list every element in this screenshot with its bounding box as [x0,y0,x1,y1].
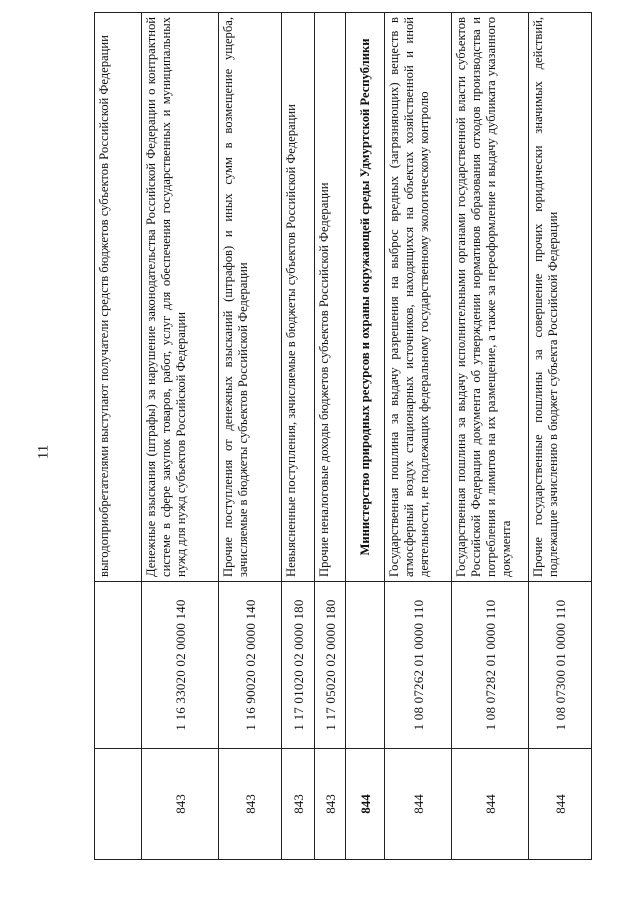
description-cell: Государственная пошлина за выдачу разрешения на выброс вредных (загрязняющих) веществ в атмосферный воздух стационарных источников, находящихся на объектах хозяйственной и иной деятельности, не подлежащих федеральному государственному экологическому контролю [385,13,452,582]
table-row [219,13,282,860]
table-row [385,13,452,860]
description-cell: Денежные взыскания (штрафы) за нарушение законодательства Российской Федерации о контрактной системе в сфере закупок товаров, работ, услуг для обеспечения государственных и муниципальных нужд для нужд субъектов Российской Федерации [142,13,219,582]
income-code-cell: 1 08 07262 01 0000 110 [385,582,452,749]
section-heading-row [346,13,385,860]
section-heading-cell: Министерство природных ресурсов и охраны окружающей среды Удмуртской Республики [346,13,385,582]
description-cell: выгодоприобретателями выступают получатели средств бюджетов субъектов Российской Федерации [95,13,142,582]
table-row [282,13,315,860]
income-codes-table [94,12,592,860]
description-cell: Прочие поступления от денежных взысканий (штрафов) и иных сумм в возмещение ущерба, зачисляемые в бюджеты субъектов Российской Федерации [219,13,282,582]
description-cell: Невыясненные поступления, зачисляемые в бюджеты субъектов Российской Федерации [282,13,315,582]
income-code-cell: 1 08 07300 01 0000 110 [529,582,592,749]
table-row [529,13,592,860]
rotated-table-container [94,17,594,860]
income-code-cell: 1 16 90020 02 0000 140 [219,582,282,749]
income-code-cell: 1 17 05020 02 0000 180 [315,582,346,749]
admin-code-cell: 844 [529,749,592,860]
income-code-cell: 1 17 01020 02 0000 180 [282,582,315,749]
admin-code-cell: 844 [385,749,452,860]
admin-code-cell [95,749,142,860]
table-row [95,13,142,860]
description-cell: Прочие государственные пошлины за совершение прочих юридически значимых действий, подлежащие зачислению в бюджет субъекта Российской Федерации [529,13,592,582]
admin-code-cell: 844 [346,749,385,860]
admin-code-cell: 844 [452,749,529,860]
income-code-cell: 1 08 07282 01 0000 110 [452,582,529,749]
income-code-cell [95,582,142,749]
admin-code-cell: 843 [142,749,219,860]
table-row [315,13,346,860]
description-cell: Прочие неналоговые доходы бюджетов субъектов Российской Федерации [315,13,346,582]
income-code-cell: 1 16 33020 02 0000 140 [142,582,219,749]
admin-code-cell: 843 [315,749,346,860]
admin-code-cell: 843 [219,749,282,860]
admin-code-cell: 843 [282,749,315,860]
description-cell: Государственная пошлина за выдачу исполнительными органами государственной власти субъектов Российской Федерации документа об утверждении нормативов образования отходов производства и потребления и лимитов на их размещение, а также за переоформление и выдачу дубликата указанного документа [452,13,529,582]
table-row [142,13,219,860]
income-code-cell [346,582,385,749]
page-number: 11 [35,444,52,460]
table-row [452,13,529,860]
